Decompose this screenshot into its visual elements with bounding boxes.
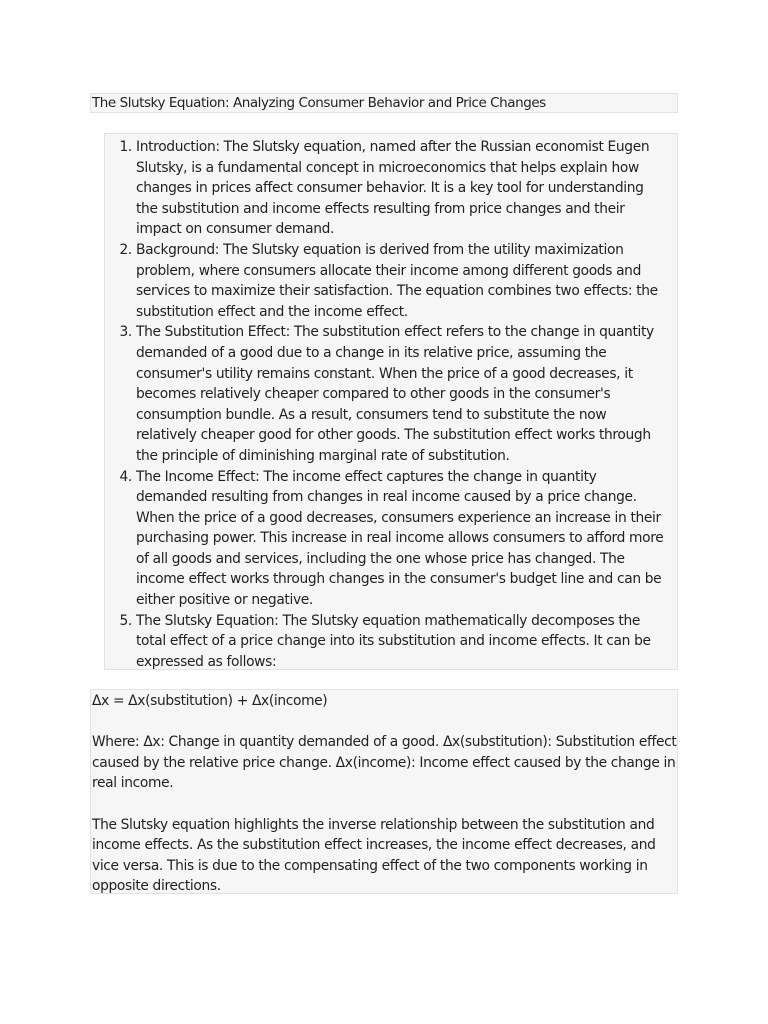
- section-slutsky-equation: 5. The Slutsky Equation: The Slutsky equation mathematically decomposes the total effect of a price change into its substitution and income effects. It can be expressed as follows:: [136, 611, 669, 673]
- section-background: 2. Background: The Slutsky equation is derived from the utility maximization problem, where consumers allocate their income among different goods and services to maximize their satisfaction. The equation combines two effects: the substitution effect and the income effect.: [136, 240, 669, 322]
- equation-box: [90, 689, 678, 894]
- section-introduction: 1. Introduction: The Slutsky equation, named after the Russian economist Eugen Slutsky, is a fundamental concept in microeconomics that helps explain how changes in prices affect consumer behavior. It is a key tool for understanding the substitution and income effects resulting from price changes and their impact on consumer demand.: [136, 137, 669, 240]
- sections-list-box: [104, 133, 678, 670]
- sections-list: [105, 134, 677, 672]
- conclusion-text: The Slutsky equation highlights the inverse relationship between the substitution and income effects. As the substitution effect increases, the income effect decreases, and vice versa. This is due to the compensating effect of the two components working in opposite directions.: [92, 816, 656, 895]
- equation-text: Δx = Δx(substitution) + Δx(income): [92, 693, 328, 709]
- where-text: Where: Δx: Change in quantity demanded of a good. Δx(substitution): Substitution effect caused by the relative price change. Δx(income): Income effect caused by the change in real income.: [92, 734, 677, 792]
- section-income-effect: 4. The Income Effect: The income effect captures the change in quantity demanded resulting from changes in real income caused by a price change. When the price of a good decreases, consumers experience an increase in their purchasing power. This increase in real income allows consumers to afford more of all goods and services, including the one whose price has changed. The income effect works through changes in the consumer's budget line and can be either positive or negative.: [136, 467, 669, 611]
- document-title: The Slutsky Equation: Analyzing Consumer Behavior and Price Changes: [90, 93, 678, 113]
- section-substitution-effect: 3. The Substitution Effect: The substitution effect refers to the change in quantity demanded of a good due to a change in its relative price, assuming the consumer's utility remains constant. When the price of a good decreases, it becomes relatively cheaper compared to other goods in the consumer's consumption bundle. As a result, consumers tend to substitute the now relatively cheaper good for other goods. The substitution effect works through the principle of diminishing marginal rate of substitution.: [136, 322, 669, 466]
